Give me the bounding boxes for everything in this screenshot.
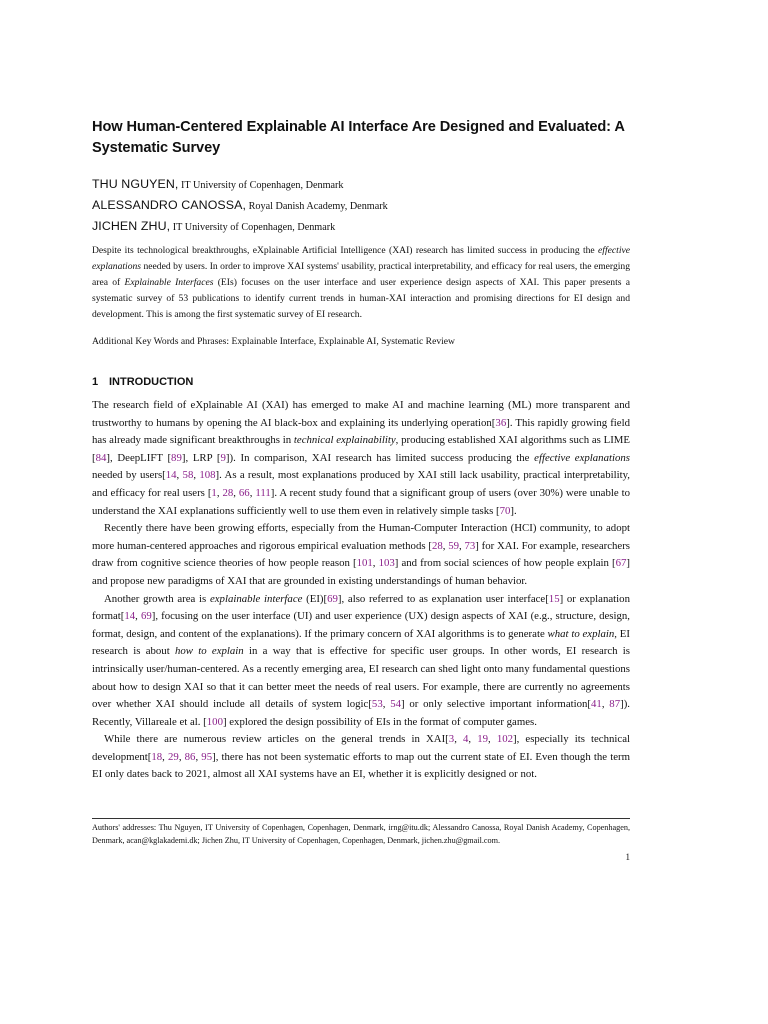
citation-link[interactable]: 111 bbox=[255, 486, 271, 499]
paragraph-text: ]. As a result, most explanations produced by XAI still lack usability, practical interpretability, and efficacy for real users [ bbox=[92, 469, 630, 499]
paragraph-text: ]. A recent study found that a significant group of users (over 30%) were unable to understand the XAI explanations sufficiently well to use them even in relatively simple tasks [ bbox=[92, 486, 630, 517]
paragraph-text: ] or explanation format[ bbox=[92, 592, 630, 623]
paragraph-text: ], focusing on the user interface (UI) and user experience (UX) design aspects of XAI (e.g., structure, design, format, design, and content of the explanations). If the primary concern of XAI algorithms is to generate bbox=[92, 610, 630, 640]
page-number: 1 bbox=[625, 852, 630, 862]
abstract-text: (EIs) focuses on the user interface and user experience design aspects of XAI. This paper presents a systematic survey of 53 publications to identify current trends in human-XAI interaction and promising directions for EI design and development. This is among the first systematic survey of EI research. bbox=[92, 277, 630, 320]
citation-link[interactable]: 36 bbox=[495, 416, 507, 429]
author-affiliation: IT University of Copenhagen, Denmark bbox=[170, 222, 336, 233]
abstract bbox=[92, 243, 630, 323]
citation-link[interactable]: 102 bbox=[496, 733, 514, 746]
section-title: INTRODUCTION bbox=[109, 376, 194, 388]
citation-link[interactable]: 18 bbox=[151, 750, 163, 763]
abstract-text: needed by users. In order to improve XAI systems' usability, practical interpretability, and efficacy for real users, the emerging area of bbox=[92, 261, 630, 288]
paragraph-text: , bbox=[249, 486, 256, 499]
paragraph-text: in a way that is effective for specific user groups. In other words, EI research is intrinsically user/human-centered. As a recently emerging area, EI research can shed light onto many fundamental questions about how to design XAI so that it can better meet the needs of real users. For example, there are currently no agreements over whether XAI should include all details of system logic[ bbox=[92, 645, 630, 711]
paragraph-text: , bbox=[233, 486, 239, 499]
citation-link[interactable]: 87 bbox=[609, 698, 621, 711]
paragraph-text: , bbox=[454, 733, 463, 746]
citation-link[interactable]: 70 bbox=[499, 504, 511, 517]
author-entry bbox=[92, 216, 630, 237]
paragraph-emphasis: technical explainability bbox=[293, 434, 396, 447]
citation-link[interactable]: 100 bbox=[206, 715, 223, 728]
paragraph bbox=[92, 397, 630, 520]
citation-link[interactable]: 53 bbox=[371, 698, 383, 711]
citation-link[interactable]: 4 bbox=[463, 733, 469, 746]
paragraph-emphasis: effective explanations bbox=[534, 451, 630, 464]
paragraph-text: Recently there have been growing efforts, especially from the Human-Computer Interaction (HCI) community, to adopt more human-centered approaches and rigorous empirical evaluation methods [ bbox=[92, 522, 630, 552]
citation-link[interactable]: 1 bbox=[211, 486, 217, 499]
paragraph-text: , bbox=[176, 469, 183, 482]
paragraph-text: , bbox=[195, 750, 202, 763]
paragraph-emphasis: explainable interface bbox=[209, 592, 303, 605]
paper-page bbox=[92, 0, 630, 1024]
abstract-emphasis: effective explanations bbox=[92, 245, 630, 272]
paragraph-text: , bbox=[178, 750, 185, 763]
paragraph bbox=[92, 591, 630, 732]
paragraph-text: , bbox=[468, 733, 478, 746]
paragraph-text: , bbox=[193, 469, 200, 482]
paragraph-text: ] and propose new paradigms of XAI that are grounded in existing understandings of human behavior. bbox=[92, 557, 630, 587]
paragraph-text: ]. This rapidly growing field has already made significant breakthroughs in bbox=[92, 416, 630, 447]
paragraph-text: Another growth area is bbox=[104, 592, 210, 605]
citation-link[interactable]: 14 bbox=[165, 469, 177, 482]
author-affiliation: Royal Danish Academy, Denmark bbox=[246, 201, 388, 212]
citation-link[interactable]: 14 bbox=[124, 610, 136, 623]
citation-link[interactable]: 67 bbox=[615, 557, 627, 570]
author-affiliation: IT University of Copenhagen, Denmark bbox=[178, 180, 344, 191]
citation-link[interactable]: 95 bbox=[201, 750, 213, 763]
paragraph-text: ] explored the design possibility of EIs in the format of computer games. bbox=[222, 715, 537, 728]
paragraph-text: ], especially its technical development[ bbox=[92, 733, 630, 763]
paragraph-text: ], there has not been systematic efforts to map out the current state of EI. Even though the term EI only dates back to 2021, almost all XAI systems have an EI, whether it is explicitly designed or not. bbox=[92, 750, 630, 781]
paragraph-text: ], also referred to as explanation user interface[ bbox=[337, 592, 549, 605]
section-heading bbox=[92, 373, 193, 391]
paragraph-text: ] and from social sciences of how people explain [ bbox=[394, 557, 616, 570]
citation-link[interactable]: 9 bbox=[220, 451, 226, 464]
footnote: Authors' addresses: Thu Nguyen, IT University of Copenhagen, Copenhagen, Denmark, irng@itu.dk; Alessandro Canossa, Royal Danish Academy, Copenhagen, Denmark, acan@kglakademi.dk; Jichen Zhu, IT University of Copenhagen, Copenhagen, Denmark, jichen.zhu@gmail.com. bbox=[92, 823, 630, 845]
paragraph-text: , EI research is about bbox=[92, 627, 630, 658]
paragraph bbox=[92, 520, 630, 590]
citation-link[interactable]: 89 bbox=[171, 451, 182, 464]
paragraph-text: needed by users[ bbox=[92, 469, 166, 482]
paragraph-text: , bbox=[135, 610, 141, 623]
paragraph-text: , bbox=[162, 750, 169, 763]
abstract-text: Despite its technological breakthroughs, eXplainable Artificial Intelligence (XAI) research has limited success in producing the bbox=[92, 245, 599, 256]
citation-link[interactable]: 69 bbox=[327, 592, 338, 605]
citation-link[interactable]: 66 bbox=[238, 486, 250, 499]
citation-link[interactable]: 108 bbox=[199, 469, 216, 482]
paragraph-emphasis: what to explain bbox=[547, 627, 615, 640]
paragraph-text: , bbox=[601, 698, 610, 711]
paragraph-text: (EI)[ bbox=[302, 592, 328, 605]
paragraph-text: , bbox=[488, 733, 497, 746]
paragraph-text: , bbox=[442, 539, 449, 552]
author-name: THU NGUYEN, bbox=[92, 177, 179, 191]
paragraph-text: , bbox=[372, 557, 379, 570]
abstract-emphasis: Explainable Interfaces bbox=[124, 277, 214, 288]
paragraph-text: , bbox=[382, 698, 391, 711]
paragraph-text: ]. bbox=[510, 504, 517, 517]
citation-link[interactable]: 29 bbox=[168, 750, 179, 763]
citation-link[interactable]: 86 bbox=[184, 750, 196, 763]
citation-link[interactable]: 58 bbox=[182, 469, 194, 482]
author-name: ALESSANDRO CANOSSA, bbox=[92, 198, 247, 212]
author-entry bbox=[92, 174, 630, 195]
citation-link[interactable]: 69 bbox=[140, 610, 152, 623]
citation-link[interactable]: 84 bbox=[95, 451, 107, 464]
citation-link[interactable]: 101 bbox=[356, 557, 373, 570]
citation-link[interactable]: 3 bbox=[448, 733, 455, 746]
paragraph-text: The research field of eXplainable AI (XAI) has emerged to make AI and machine learning (ML) more transparent and trustworthy to humans by opening the AI black-box and explaining its underlying operation[ bbox=[92, 399, 630, 429]
paragraph-text: , producing established XAI algorithms such as LIME [ bbox=[92, 434, 631, 464]
citation-link[interactable]: 59 bbox=[448, 539, 459, 552]
paragraph-text: ]). Recently, Villareale et al. [ bbox=[92, 698, 630, 728]
citation-link[interactable]: 54 bbox=[390, 698, 401, 711]
author-list bbox=[92, 174, 630, 237]
paper-title: How Human-Centered Explainable AI Interface Are Designed and Evaluated: A Systematic Survey bbox=[92, 119, 625, 156]
citation-link[interactable]: 28 bbox=[431, 539, 443, 552]
author-entry bbox=[92, 195, 630, 216]
citation-link[interactable]: 15 bbox=[548, 592, 560, 605]
footnote-divider bbox=[92, 818, 630, 819]
citation-link[interactable]: 103 bbox=[378, 557, 395, 570]
body-text bbox=[92, 397, 630, 784]
citation-link[interactable]: 73 bbox=[464, 539, 476, 552]
section-number: 1 bbox=[92, 376, 99, 388]
paragraph-emphasis: how to explain bbox=[174, 645, 244, 658]
paragraph-text: ] or only selective important information[ bbox=[401, 698, 592, 711]
paragraph bbox=[92, 731, 630, 784]
paragraph-text: ]). In comparison, XAI research has limited success producing the bbox=[225, 451, 535, 464]
paragraph-text: While there are numerous review articles on the general trends in XAI[ bbox=[104, 733, 449, 746]
author-name: JICHEN ZHU, bbox=[92, 219, 171, 233]
citation-link[interactable]: 28 bbox=[222, 486, 234, 499]
citation-link[interactable]: 19 bbox=[477, 733, 489, 746]
keywords: Additional Key Words and Phrases: Explainable Interface, Explainable AI, Systematic Review bbox=[92, 336, 455, 347]
paragraph-text: , bbox=[216, 486, 223, 499]
paragraph-text: ] for XAI. For example, researchers draw from cognitive science theories of how people reason [ bbox=[92, 539, 630, 570]
citation-link[interactable]: 41 bbox=[591, 698, 602, 711]
paragraph-text: ], LRP [ bbox=[181, 451, 221, 464]
paragraph-text: , bbox=[459, 539, 465, 552]
paragraph-text: ], DeepLIFT [ bbox=[106, 451, 172, 464]
